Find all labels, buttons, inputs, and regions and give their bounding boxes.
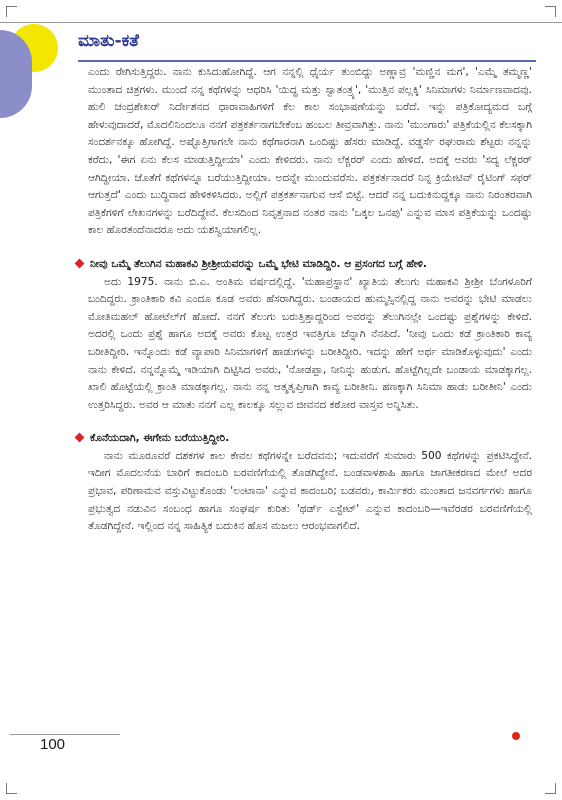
crop-mark-top-right xyxy=(545,6,556,17)
question-2-text: ಕೊನೆಯದಾಗಿ, ಈಗೇನು ಬರೆಯುತ್ತಿದ್ದೀರಿ. xyxy=(90,432,230,445)
footer-rule xyxy=(10,734,120,735)
page-number: 100 xyxy=(40,736,66,753)
paragraph-3: ನಾನು ಮೂರೂವರೆ ದಶಕಗಳ ಕಾಲ ಕೇವಲ ಕಥೆಗಳನ್ನೇ ಬರೆದವನು; ಇದುವರೆಗೆ ಸುಮಾರು 500 ಕಥೆಗಳನ್ನು ಪ್ರಕಟಿಸಿದ್ದೇನೆ. ಇದೀಗ ಮೊದಲನೆಯ ಬಾರಿಗೆ ಕಾದಂಬರಿ ಬರವಣಿಗೆಯಲ್ಲಿ ತೊಡಗಿದ್ದೇನೆ. ಬಂಡವಾಳಶಾಹಿ ಹಾಗೂ ಜಾಗತೀಕರಣದ ಮೇಲೆ ಅದರ ಪ್ರಭಾವ, ಪರಿಣಾಮವ ವಸ್ತುವಿಟ್ಟುಕೊಂಡು 'ಲಂಟಾನಾ' ಎನ್ನುವ ಕಾದಂಬರಿ; ಬಡವರು, ಕಾರ್ಮಿಕರು ಮುಂತಾದ ಜನವರ್ಗಗಳು ಹಾಗೂ ಪ್ರಭುತ್ವದ ನಡುವಿನ ಸಂಬಂಧ ಹಾಗೂ ಸಂಘರ್ಷ ಕುರಿತು 'ಥರ್ಡ್ ಎಸ್ಟೇಟ್' ಎನ್ನುವ ಕಾದಂಬರಿ—ಇವೆರಡರ ಬರವಣಿಗೆಯಲ್ಲಿ ತೊಡಗಿದ್ದೇನೆ. ಇಲ್ಲಿಂದ ನನ್ನ ಸಾಹಿತ್ಯಿಕ ಬದುಕಿನ ಹೊಸ ಮಜಲು ಆರಂಭವಾಗಲಿದೆ. xyxy=(88,449,532,533)
crop-mark-bottom-right xyxy=(545,783,556,794)
crop-mark-top-left xyxy=(6,6,17,17)
article-body xyxy=(88,64,532,536)
diamond-bullet-icon xyxy=(75,433,85,443)
question-2 xyxy=(88,430,532,448)
crop-mark-bottom-left xyxy=(6,783,17,794)
paragraph-1: ಎಂದು ರೇಗಿಸುತ್ತಿದ್ದರು. ನಾನು ಕುಸಿದುಹೋಗಿದ್ದೆ. ಆಗ ನನ್ನಲ್ಲಿ ಧೈರ್ಯ ತುಂಬಿದ್ದು ಅಣ್ಣಾವ್ರ 'ಮಣ್ಣಿನ ಮಗ', 'ಎಮ್ಮೆ ತಮ್ಮಣ್ಣ' ಮುಂತಾದ ಚಿತ್ರಗಳು. ಮುಂದೆ ನನ್ನ ಕಥೆಗಳನ್ನು ಆಧರಿಸಿ 'ಯಿದ್ಧ ಮತ್ತು ಸ್ವಾತಂತ್ರ್ಯ', 'ಮುತ್ತಿನ ಪಲ್ಲಕ್ಕಿ' ಸಿನಿಮಾಗಳು ನಿರ್ಮಾಣವಾದವು. ಹುಲಿ ಚಂದ್ರಶೇಖರ್ ನಿರ್ದೇಶನದ ಧಾರಾವಾಹಿಗಳಿಗೆ ಕೆಲ ಕಾಲ ಸಂಭಾಷಣೆಯನ್ನು ಬರೆದೆ. ಇನ್ನು ಪತ್ರಿಕೋದ್ಯಮದ ಬಗ್ಗೆ ಹೇಳುವುದಾದರೆ, ಮೊದಲಿನಿಂದಲೂ ನನಗೆ ಪತ್ರಕರ್ತನಾಗಬೇಕೆಂಬ ಹಂಬಲ ತೀವ್ರವಾಗಿತ್ತು. ನಾನು 'ಮುಂಗಾರು' ಪತ್ರಿಕೆಯಲ್ಲಿನ ಕೆಲಸಕ್ಕಾಗಿ ಸಂದರ್ಶನಕ್ಕೂ ಹೋಗಿದ್ದೆ. ಅಷ್ಟೊತ್ತಿಗಾಗಲೇ ನಾನು ಕಥೆಗಾರನಾಗಿ ಒಂದಿಷ್ಟು ಹೆಸರು ಮಾಡಿದ್ದೆ. ವಡ್ಡರ್ಸೆ ರಘುರಾಮ ಶೆಟ್ಟರು ನನ್ನನ್ನು ಕರೆದು, 'ಈಗ ಏನು ಕೆಲಸ ಮಾಡುತ್ತಿದ್ದೀಯಾ' ಎಂದು ಕೇಳಿದರು. ನಾನು ಲೆಕ್ಚರರ್ ಎಂದು ಹೇಳಿದೆ. ಅದಕ್ಕೆ ಅವರು 'ಸದ್ಯ ಲೆಕ್ಚರರ್ ಆಗಿದ್ದೀಯಾ. ಜೊತೆಗೆ ಕಥೆಗಳನ್ನೂ ಬರೆಯುತ್ತಿದ್ದೀಯಾ. ಅದನ್ನೇ ಮುಂದುವರೆಸು. ಪತ್ರಕರ್ತನಾದರೆ ನಿನ್ನ ಕ್ರಿಯೇಟಿವ್ ರೈಟಿಂಗ್ ಸಫರ್ ಆಗುತ್ತದೆ' ಎಂದು ಬುದ್ಧಿವಾದ ಹೇಳಿಕಳಿಸಿದರು. ಅಲ್ಲಿಗೆ ಪತ್ರಕರ್ತನಾಗುವ ಆಸೆ ಬಿಟ್ಟೆ. ಆದರೆ ನನ್ನ ಬದುಕಿನುದ್ದಕ್ಕೂ ನಾನು ನಿರಂತರವಾಗಿ ಪತ್ರಿಕೆಗಳಿಗೆ ಲೇಖನಗಳನ್ನು ಬರೆದಿದ್ದೇನೆ. ಕೆಲಸದಿಂದ ನಿವೃತ್ತನಾದ ನಂತರ ನಾನು 'ಒಕ್ಕಲ ಒನಪು' ಎನ್ನುವ ಮಾಸ ಪತ್ರಿಕೆಯನ್ನು ಒಂದಷ್ಟು ಕಾಲ ಹೊರತಂದೆನಾದರೂ ಅದು ಯಶಸ್ವಿಯಾಗಲಿಲ್ಲ. xyxy=(88,66,532,237)
question-1 xyxy=(88,256,532,274)
paragraph-2: ಅದು 1975. ನಾನು ಬಿ.ಎ. ಅಂತಿಮ ವರ್ಷದಲ್ಲಿದ್ದೆ. 'ಮಹಾಪ್ರಸ್ಥಾನ' ಖ್ಯಾತಿಯ ತೆಲುಗು ಮಹಾಕವಿ ಶ್ರೀಶ್ರೀ ಬೆಂಗಳೂರಿಗೆ ಬಂದಿದ್ದರು. ಕ್ರಾಂತಿಕಾರಿ ಕವಿ ಎಂದೂ ಕೂಡ ಅವರು ಹೆಸರಾಗಿದ್ದರು. ಬಂಡಾಯದ ಹುಮ್ಮಸ್ಸಿನಲ್ಲಿದ್ದ ನಾನು ಅವರನ್ನು ಭೇಟಿ ಮಾಡಲು ಮೋತಿಮಹಲ್ ಹೋಟೆಲ್‌ಗೆ ಹೋದೆ. ನನಗೆ ತೆಲುಗು ಬರುತ್ತಿತ್ತಾದ್ದರಿಂದ ಅವರನ್ನು ತೆಲುಗಿನಲ್ಲೇ ಒಂದಷ್ಟು ಪ್ರಶ್ನೆಗಳನ್ನು ಕೇಳಿದೆ. ಅದರಲ್ಲಿ ಒಂದು ಪ್ರಶ್ನೆ ಹಾಗೂ ಅದಕ್ಕೆ ಅವರು ಕೊಟ್ಟ ಉತ್ತರ ಇವತ್ತಿಗೂ ಚೆನ್ನಾಗಿ ನೆನಪಿದೆ. 'ನೀವು ಒಂದು ಕಡೆ ಕ್ರಾಂತಿಕಾರಿ ಕಾವ್ಯ ಬರೀತಿದ್ದೀರಿ. ಇನ್ನೊಂದು ಕಡೆ ವ್ಯಾಪಾರಿ ಸಿನಿಮಾಗಳಿಗೆ ಹಾಡುಗಳನ್ನು ಬರೀತಿದ್ದೀರಿ. ಇದನ್ನು ಹೇಗೆ ಅರ್ಥ ಮಾಡಿಕೊಳ್ಳುವುದು' ಎಂದು ನಾನು ಕೇಳಿದೆ. ನನ್ನನ್ನೊಮ್ಮೆ ಇಡಿಯಾಗಿ ದಿಟ್ಟಿಸಿದ ಅವರು, 'ನೋಡಪ್ಪಾ, ನೀನಿನ್ನು ಹುಡುಗ. ಹೊಟ್ಟೆಗಿಲ್ಲದೇ ಬಂಡಾಯ ಮಾಡಕ್ಕಾಗಲ್ಲ. ಖಾಲಿ ಹೊಟ್ಟೆಯಲ್ಲಿ ಕ್ರಾಂತಿ ಮಾಡಕ್ಕಾಗಲ್ಲ. ನಾನು ನನ್ನ ಆತ್ಮತೃಪ್ತಿಗಾಗಿ ಕಾವ್ಯ ಬರೀತೀನಿ. ಹಣಕ್ಕಾಗಿ ಸಿನಿಮಾ ಹಾಡು ಬರೀತೀನಿ' ಎಂದು ಉತ್ತರಿಸಿದ್ದರು. ಅವರ ಆ ಮಾತು ನನಗೆ ಎಲ್ಲ ಕಾಲಕ್ಕೂ ಸಲ್ಲುವ ಜೀವನದ ಕಠೋರ ವಾಸ್ತವ ಅನ್ನಿಸಿತು. xyxy=(88,275,532,411)
top-border-line xyxy=(0,22,562,23)
diamond-bullet-icon xyxy=(75,258,85,268)
question-1-text: ನೀವು ಒಮ್ಮೆ ತೆಲುಗಿನ ಮಹಾಕವಿ ಶ್ರೀಶ್ರೀಯವರನ್ನು ಒಮ್ಮೆ ಭೇಟಿ ಮಾಡಿದ್ದಿರಿ. ಆ ಪ್ರಸಂಗದ ಬಗ್ಗೆ ಹೇಳಿ. xyxy=(90,257,427,270)
section-title: ಮಾತು-ಕತೆ xyxy=(78,31,139,51)
header-rule xyxy=(78,60,536,62)
red-dot-icon xyxy=(512,732,520,740)
